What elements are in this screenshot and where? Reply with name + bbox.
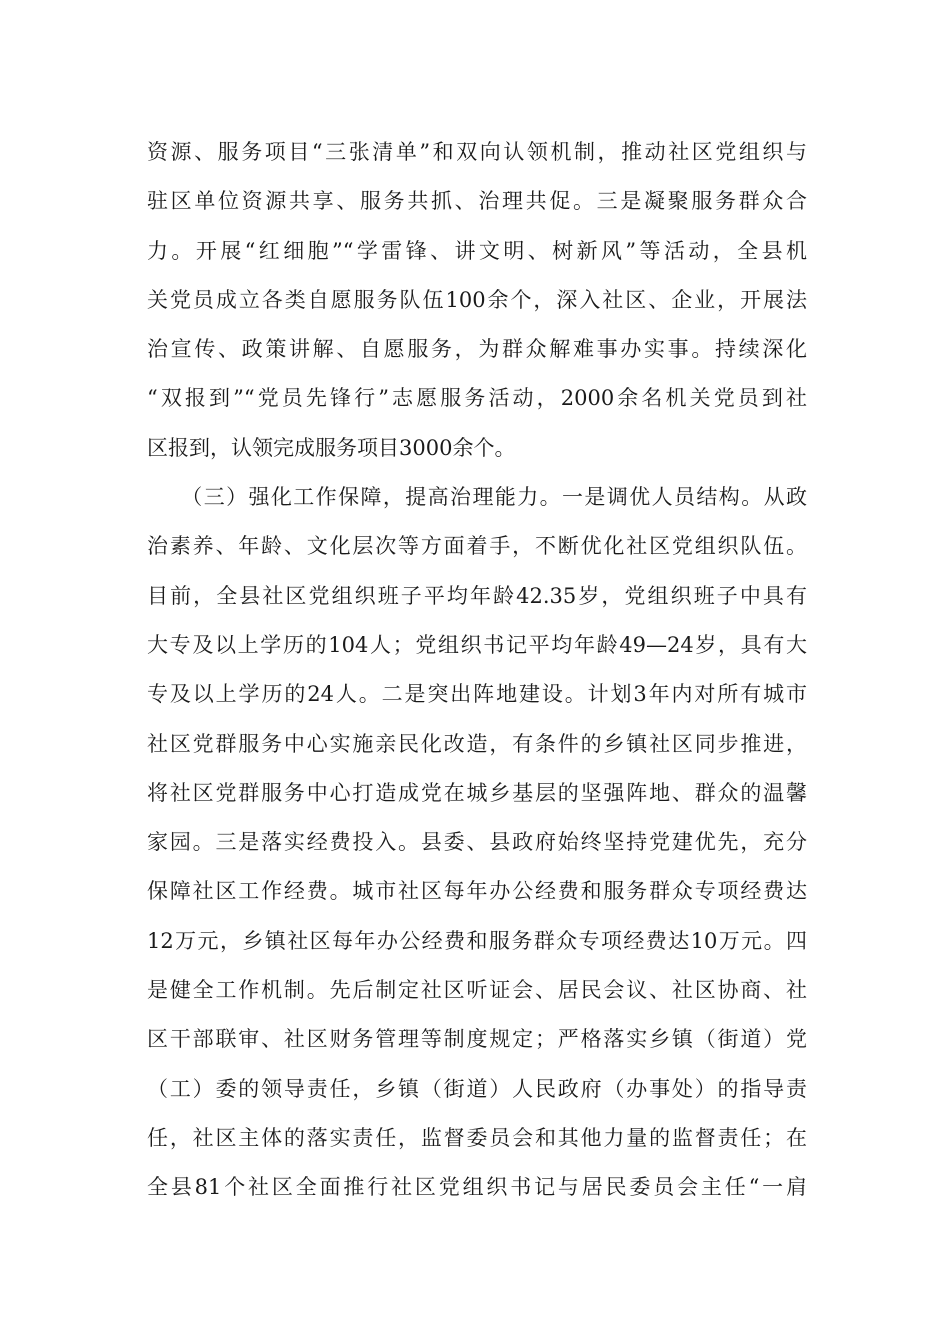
text-line: 是健全工作机制。先后制定社区听证会、居民会议、社区协商、社 — [147, 978, 807, 1003]
text-line: 驻区单位资源共享、服务共抓、治理共促。三是凝聚服务群众合 — [147, 189, 807, 214]
text-line: （工）委的领导责任，乡镇（街道）人民政府（办事处）的指导责 — [147, 1076, 807, 1101]
text-line: （三）强化工作保障，提高治理能力。一是调优人员结构。从政 — [147, 485, 807, 510]
text-line: 关党员成立各类自愿服务队伍100余个，深入社区、企业，开展法 — [147, 287, 807, 312]
text-line: 大专及以上学历的104人；党组织书记平均年龄49—24岁，具有大 — [147, 632, 807, 657]
text-line: 力。开展“红细胞”“学雷锋、讲文明、树新风”等活动，全县机 — [147, 238, 807, 263]
text-line: 专及以上学历的24人。二是突出阵地建设。计划3年内对所有城市 — [147, 682, 807, 707]
text-line: 资源、服务项目“三张清单”和双向认领机制，推动社区党组织与 — [147, 140, 807, 164]
text-line: 社区党群服务中心实施亲民化改造，有条件的乡镇社区同步推进， — [147, 731, 807, 756]
text-line: 保障社区工作经费。城市社区每年办公经费和服务群众专项经费达 — [147, 879, 807, 904]
text-line: 任，社区主体的落实责任，监督委员会和其他力量的监督责任；在 — [147, 1125, 807, 1150]
text-line: 治素养、年龄、文化层次等方面着手，不断优化社区党组织队伍。 — [147, 534, 807, 559]
text-line: 12万元，乡镇社区每年办公经费和服务群众专项经费达10万元。四 — [147, 928, 807, 953]
text-line: 全县81个社区全面推行社区党组织书记与居民委员会主任“一肩 — [147, 1175, 807, 1200]
body-text — [147, 128, 807, 1213]
text-line: 区干部联审、社区财务管理等制度规定；严格落实乡镇（街道）党 — [147, 1027, 807, 1052]
text-line: “双报到”“党员先锋行”志愿服务活动，2000余名机关党员到社 — [147, 386, 807, 411]
text-line: 家园。三是落实经费投入。县委、县政府始终坚持党建优先，充分 — [147, 830, 807, 855]
text-line: 治宣传、政策讲解、自愿服务，为群众解难事办实事。持续深化 — [147, 337, 807, 362]
text-line: 目前，全县社区党组织班子平均年龄42.35岁，党组织班子中具有 — [147, 583, 807, 608]
text-line: 区报到，认领完成服务项目3000余个。 — [147, 435, 516, 460]
text-line: 将社区党群服务中心打造成党在城乡基层的坚强阵地、群众的温馨 — [147, 780, 807, 805]
